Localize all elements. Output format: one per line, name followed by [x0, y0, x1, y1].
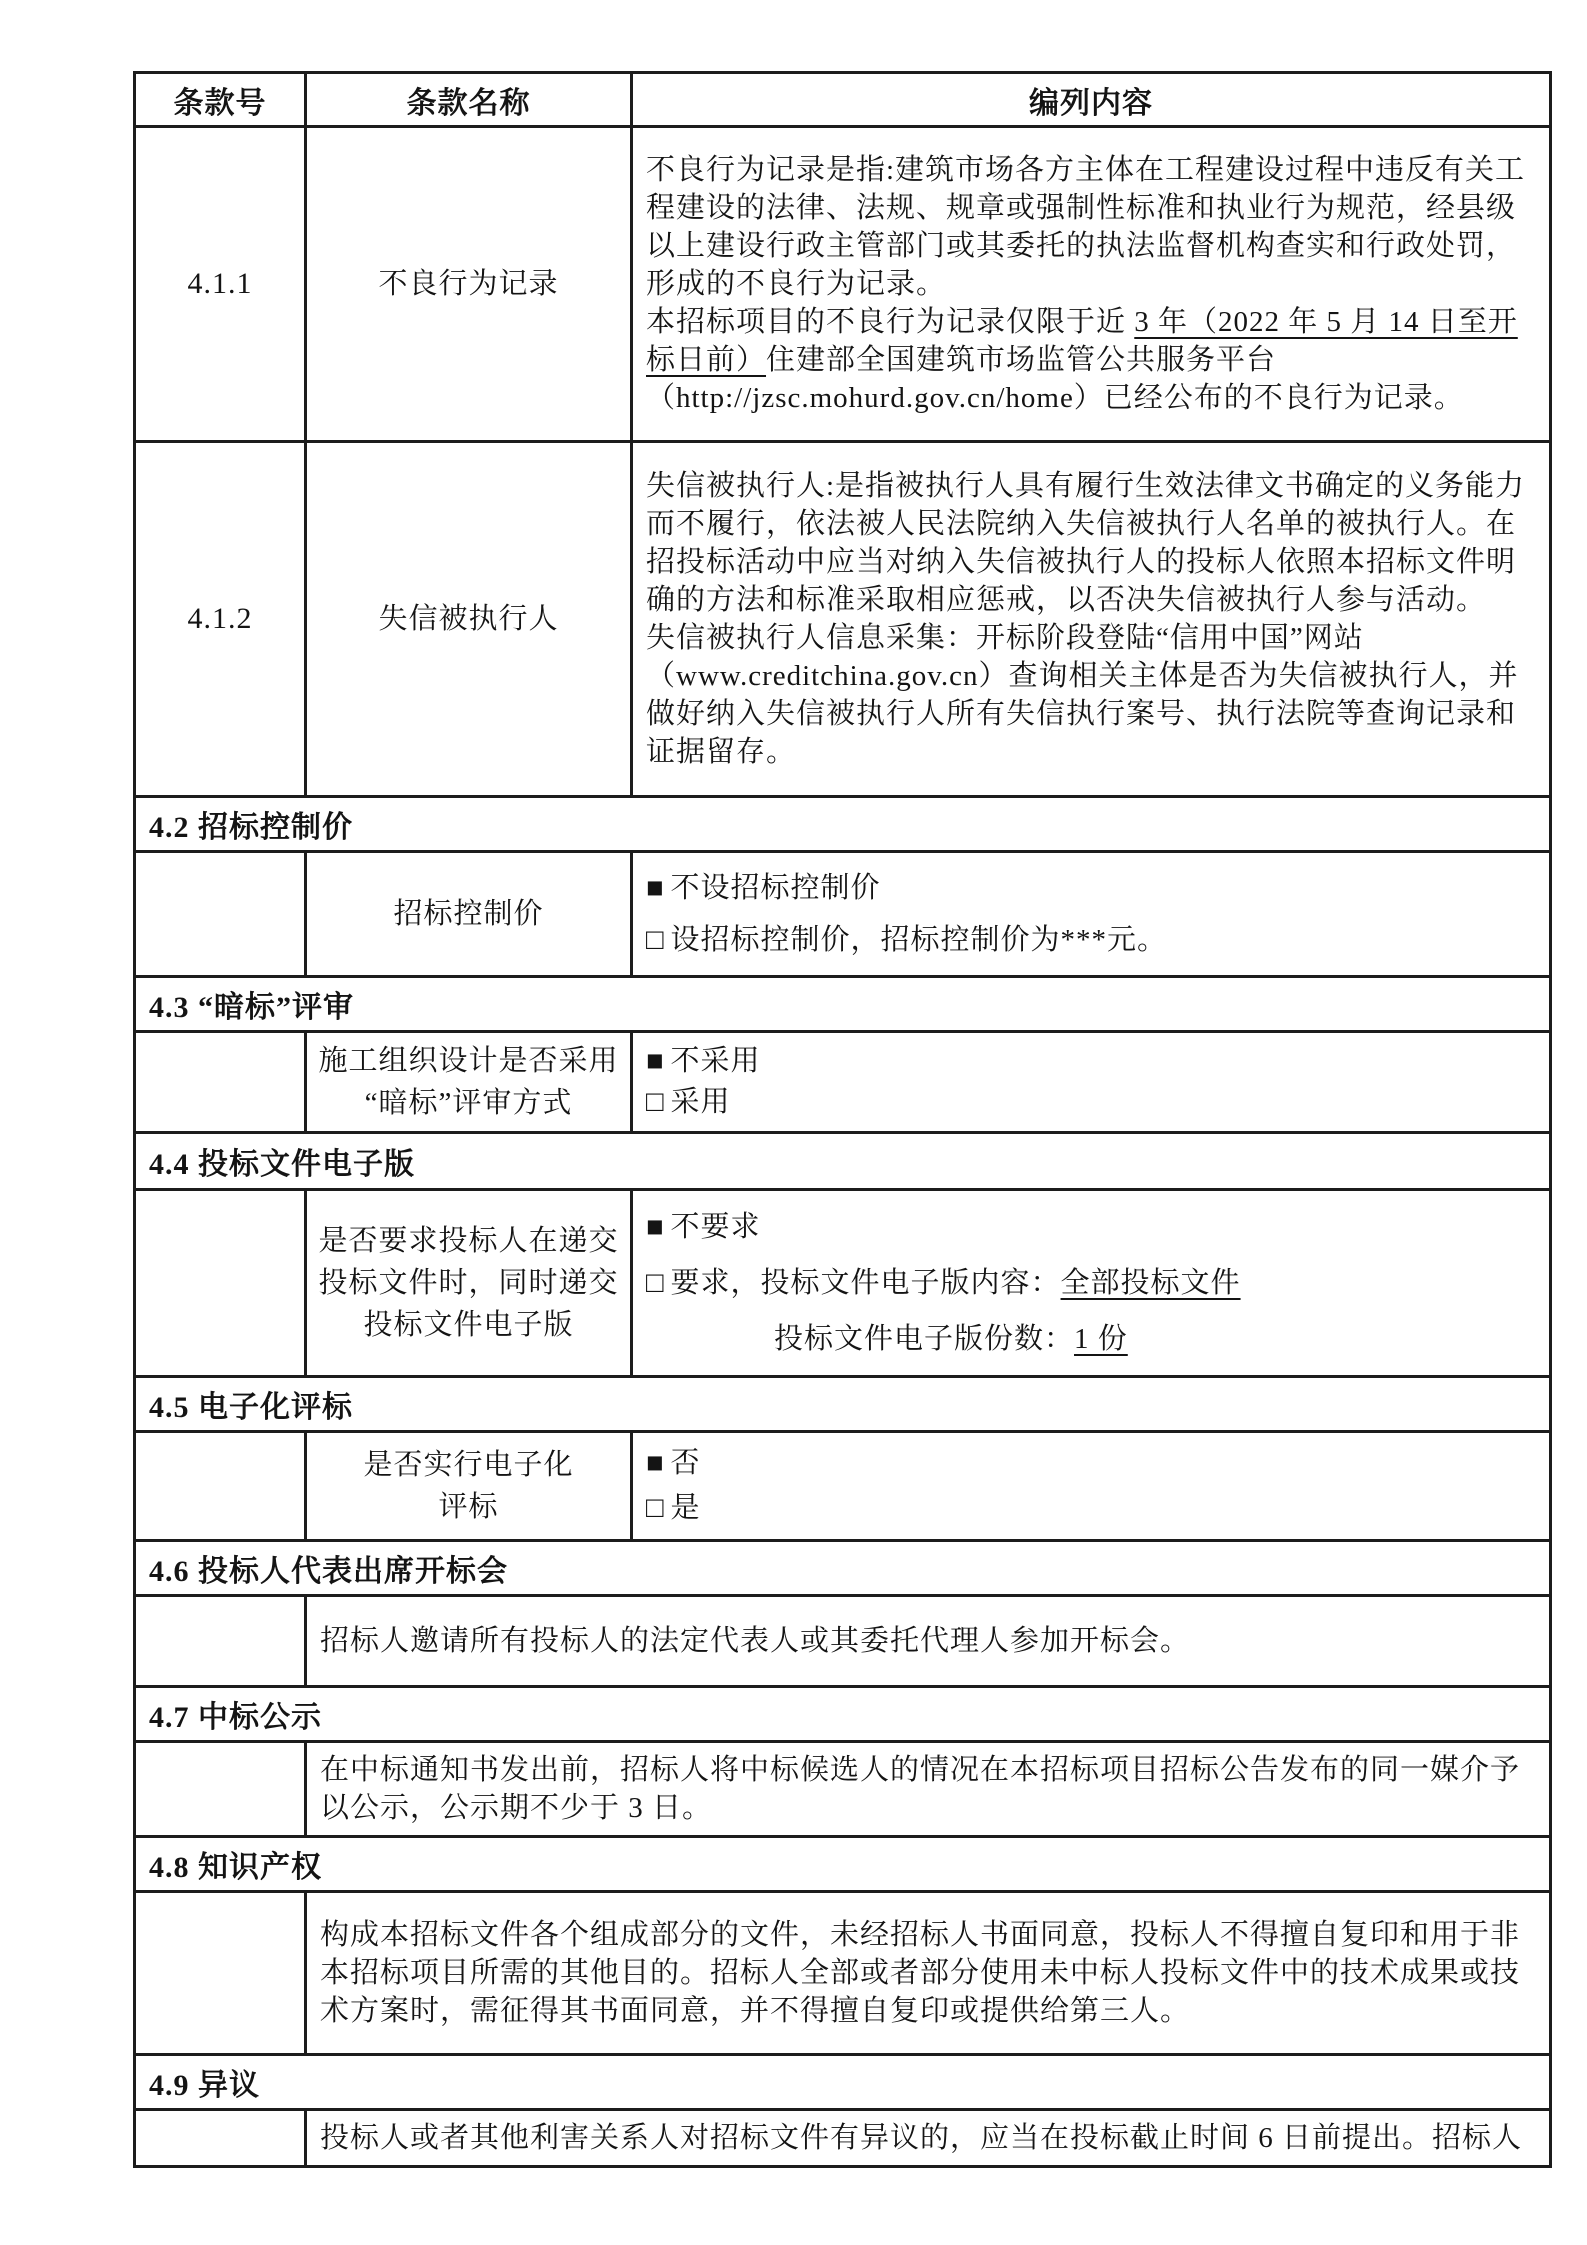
clause-name-line: 是否要求投标人在递交	[318, 1225, 619, 1257]
clause-number-empty	[135, 2110, 306, 2167]
clause-number-empty	[135, 1190, 306, 1377]
clause-name: 招标控制价	[306, 852, 632, 977]
row-4-6	[135, 1596, 1551, 1687]
option-selected	[646, 1441, 1536, 1486]
section-title: 4.7 中标公示	[135, 1687, 1551, 1742]
underlined-text: 3 年（2022 年 5 月 14 日至开标日前）	[646, 306, 1518, 376]
paragraph: 失信被执行人:是指被执行人具有履行生效法律文书确定的义务能力而不履行，依法被人民法院纳入失信被执行人名单的被执行人。在招投标活动中应当对纳入失信被执行人的投标人依照本招标文件明确的方法和标准采取相应惩戒，以否决失信被执行人参与活动。	[646, 470, 1526, 616]
header-content: 编列内容	[632, 73, 1551, 127]
option-unselected	[646, 1255, 1536, 1311]
option-label: 投标文件电子版份数：	[774, 1323, 1075, 1355]
clause-content	[632, 1432, 1551, 1541]
option-label: 要求，投标文件电子版内容：	[670, 1267, 1061, 1299]
row-4-1-2	[135, 442, 1551, 797]
checkbox-empty-icon: □	[646, 1086, 665, 1118]
checkbox-empty-icon: □	[646, 1492, 665, 1524]
option-unselected	[646, 1486, 1536, 1531]
table-header-row	[135, 73, 1551, 127]
clause-number-empty	[135, 1596, 306, 1687]
section-title: 4.6 投标人代表出席开标会	[135, 1541, 1551, 1596]
option-label: 不采用	[670, 1045, 761, 1077]
clause-name	[306, 1190, 632, 1377]
section-row-4-9	[135, 2055, 1551, 2110]
header-clause-name: 条款名称	[306, 73, 632, 127]
clause-content	[632, 852, 1551, 977]
section-title: 4.4 投标文件电子版	[135, 1133, 1551, 1190]
row-4-9	[135, 2110, 1551, 2167]
paragraph-part: 本招标项目的不良行为记录仅限于近	[646, 306, 1135, 338]
option-selected	[646, 1199, 1536, 1255]
paragraph: 失信被执行人信息采集：开标阶段登陆“信用中国”网站（www.creditchina.gov.cn）查询相关主体是否为失信被执行人，并做好纳入失信被执行人所有失信执行案号、执行法院等查询记录和证据留存。	[646, 622, 1519, 768]
section-row-4-6	[135, 1541, 1551, 1596]
section-row-4-3	[135, 977, 1551, 1032]
clause-content	[632, 442, 1551, 797]
clause-content: 投标人或者其他利害关系人对招标文件有异议的，应当在投标截止时间 6 日前提出。招标人	[306, 2110, 1551, 2167]
checkbox-empty-icon: □	[646, 924, 665, 956]
clause-number-empty	[135, 1892, 306, 2055]
option-detail	[646, 1311, 1536, 1367]
option-label: 采用	[670, 1086, 731, 1118]
checkbox-filled-icon: ■	[646, 1447, 665, 1479]
clause-number-empty	[135, 1432, 306, 1541]
clause-content: 招标人邀请所有投标人的法定代表人或其委托代理人参加开标会。	[306, 1596, 1551, 1687]
option-label: 设招标控制价，招标控制价为***元。	[670, 924, 1168, 956]
clause-name	[306, 1432, 632, 1541]
clause-name-line: “暗标”评审方式	[364, 1087, 573, 1119]
option-label: 否	[670, 1447, 701, 1479]
clause-number: 4.1.2	[135, 442, 306, 797]
section-title: 4.2 招标控制价	[135, 797, 1551, 852]
clause-number-empty	[135, 1742, 306, 1837]
option-selected	[646, 1041, 1536, 1082]
option-selected	[646, 862, 1536, 914]
header-clause-number: 条款号	[135, 73, 306, 127]
clause-content	[632, 1190, 1551, 1377]
row-4-2	[135, 852, 1551, 977]
paragraph-part: （http://jzsc.mohurd.gov.cn/home）已经公布的不良行为记录。	[646, 382, 1464, 414]
row-4-8	[135, 1892, 1551, 2055]
clause-name-line: 施工组织设计是否采用	[318, 1045, 619, 1077]
section-title: 4.9 异议	[135, 2055, 1551, 2110]
paragraph-part: 住建部全国建筑市场监管公共服务平台	[766, 344, 1277, 376]
section-row-4-4	[135, 1133, 1551, 1190]
clause-content: 构成本招标文件各个组成部分的文件，未经招标人书面同意，投标人不得擅自复印和用于非本招标项目所需的其他目的。招标人全部或者部分使用未中标人投标文件中的技术成果或技术方案时，需征得其书面同意，并不得擅自复印或提供给第三人。	[306, 1892, 1551, 2055]
section-title: 4.5 电子化评标	[135, 1377, 1551, 1432]
section-row-4-5	[135, 1377, 1551, 1432]
row-4-7	[135, 1742, 1551, 1837]
clause-number: 4.1.1	[135, 127, 306, 442]
clause-number-empty	[135, 1032, 306, 1133]
clause-name: 失信被执行人	[306, 442, 632, 797]
section-title: 4.8 知识产权	[135, 1837, 1551, 1892]
checkbox-empty-icon: □	[646, 1267, 665, 1299]
clause-name-line: 评标	[438, 1491, 499, 1523]
clause-name	[306, 1032, 632, 1133]
row-4-4	[135, 1190, 1551, 1377]
section-title: 4.3 “暗标”评审	[135, 977, 1551, 1032]
row-4-1-1	[135, 127, 1551, 442]
row-4-3	[135, 1032, 1551, 1133]
option-label: 不要求	[670, 1211, 761, 1243]
clause-content	[632, 127, 1551, 442]
underlined-fill-value: 全部投标文件	[1060, 1267, 1241, 1299]
clause-number-empty	[135, 852, 306, 977]
clause-content	[632, 1032, 1551, 1133]
clause-name-line: 投标文件时，同时递交	[318, 1267, 619, 1299]
paragraph: 不良行为记录是指:建筑市场各方主体在工程建设过程中违反有关工程建设的法律、法规、规章或强制性标准和执业行为规范，经县级以上建设行政主管部门或其委托的执法监督机构查实和行政处罚，形成的不良行为记录。	[646, 154, 1526, 300]
section-row-4-8	[135, 1837, 1551, 1892]
clause-content: 在中标通知书发出前，招标人将中标候选人的情况在本招标项目招标公告发布的同一媒介予以公示，公示期不少于 3 日。	[306, 1742, 1551, 1837]
underlined-fill-value: 1 份	[1074, 1323, 1128, 1355]
clause-name: 不良行为记录	[306, 127, 632, 442]
checkbox-filled-icon: ■	[646, 1211, 665, 1243]
clause-name-line: 是否实行电子化	[363, 1449, 574, 1481]
section-row-4-2	[135, 797, 1551, 852]
checkbox-filled-icon: ■	[646, 872, 665, 904]
option-unselected	[646, 1082, 1536, 1123]
option-label: 是	[670, 1492, 701, 1524]
row-4-5	[135, 1432, 1551, 1541]
option-unselected	[646, 914, 1536, 966]
clauses-table	[133, 71, 1552, 2168]
clause-name-line: 投标文件电子版	[363, 1309, 574, 1341]
option-label: 不设招标控制价	[670, 872, 881, 904]
checkbox-filled-icon: ■	[646, 1045, 665, 1077]
section-row-4-7	[135, 1687, 1551, 1742]
